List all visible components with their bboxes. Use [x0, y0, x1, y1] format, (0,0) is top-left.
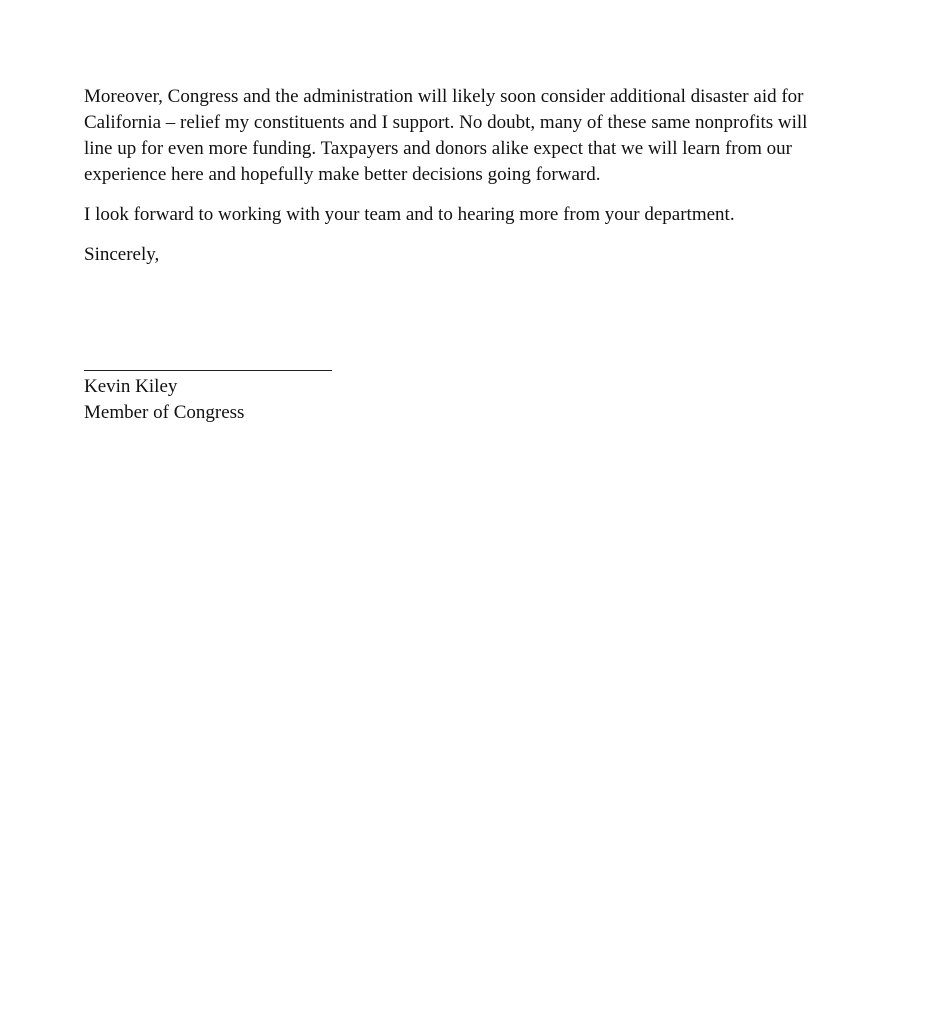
paragraph-line: I look forward to working with your team and to hearing more from your department. — [84, 204, 735, 225]
closing-text: Sincerely, — [84, 244, 160, 265]
signer-name: Kevin Kiley — [84, 376, 178, 397]
closing — [84, 242, 874, 268]
paragraph-line: Moreover, Congress and the administration will likely soon consider additional disaster aid for — [84, 86, 804, 107]
paragraph-look-forward — [84, 202, 874, 228]
signer-title: Member of Congress — [84, 402, 245, 423]
paragraph-line: line up for even more funding. Taxpayers and donors alike expect that we will learn from our — [84, 138, 792, 159]
paragraph-disaster-aid — [84, 84, 874, 188]
paragraph-line: experience here and hopefully make better decisions going forward. — [84, 164, 601, 185]
paragraph-line: California – relief my constituents and I support. No doubt, many of these same nonprofits will — [84, 112, 808, 133]
letter-body — [84, 84, 874, 282]
signature-line — [84, 370, 332, 371]
signature-block — [84, 374, 244, 426]
